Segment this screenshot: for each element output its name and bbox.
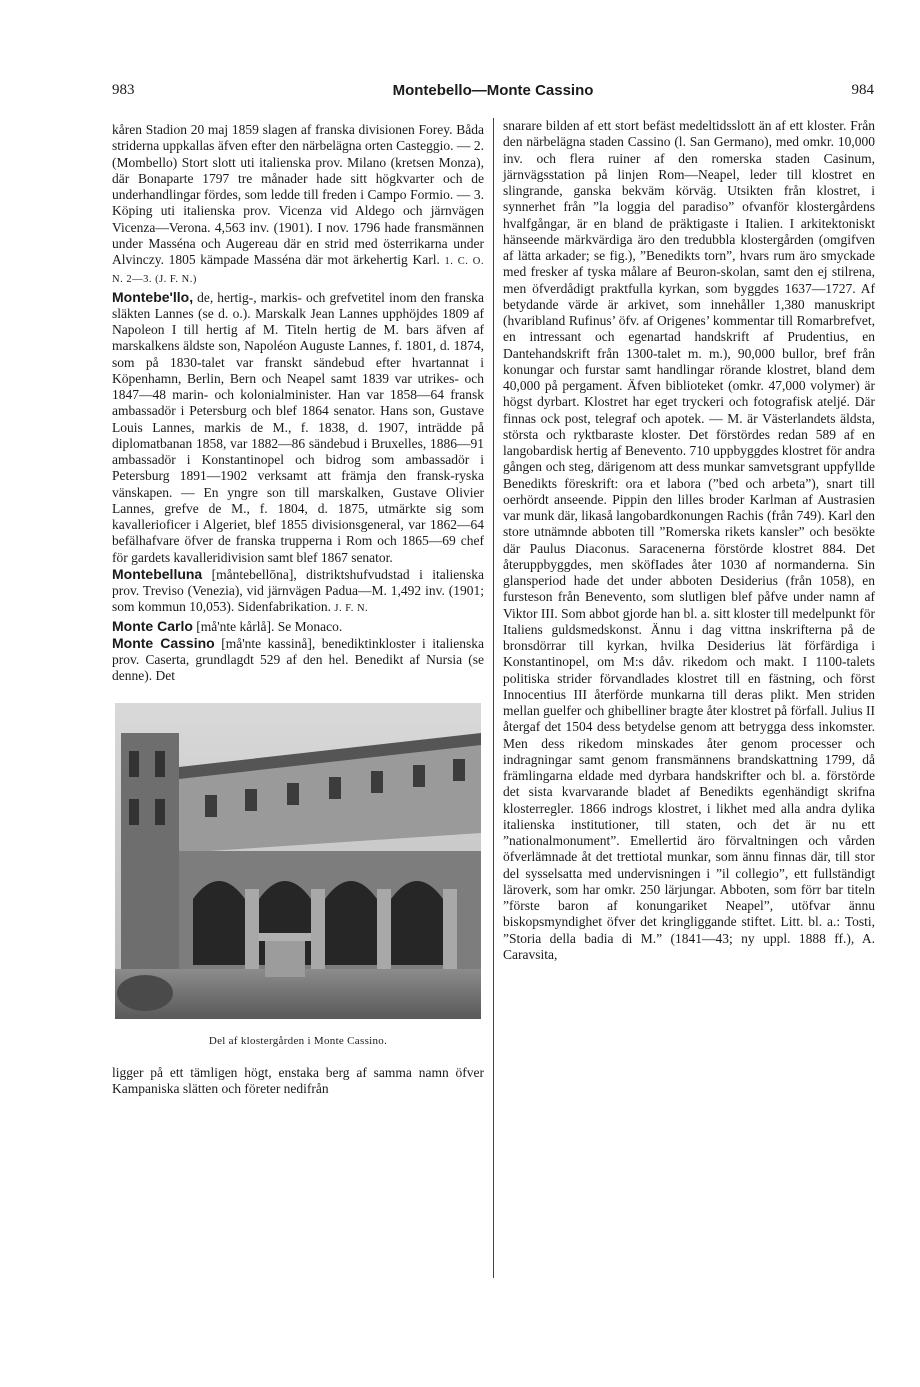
entry-text: ligger på ett tämligen högt, enstaka berg af samma namn öfver Kampaniska slätten och företer nedifrån bbox=[112, 1064, 484, 1096]
column-divider bbox=[493, 118, 494, 1278]
entry-text: de, hertig-, markis- och grefvetitel inom den franska släkten Lannes (se d. o.). Marskalk Jean Lannes upphöjdes 1809 af Napoleon I till hertig af M. Titeln hertig de M. bars äfven af marskalkens äldste son, Napoléon Auguste Lannes, f. 1801, d. 1874, som på 1830-talet var franskt sändebud efter hvartannat i Köpenhamn, Berlin, Bern och Neapel samt 1839 var utrikes- och 1847—48 marin- och kolonialminister. Han var 1858—64 fransk ambassadör i Petersburg och blef 1864 senator. Hans son, Gustave Louis Lannes, markis de M., f. 1838, d. 1907, inträdde på diplomatbanan 1858, var 1882—86 sändebud i Bruxelles, 1886—91 ambassadör i Konstantinopel och bidrog som ambassadör i Petersburg 1891—1902 verksamt att främja den fransk-ryska vänskapen. — En yngre son till marskalken, Gustave Olivier Lannes, grefve de M., f. 1804, d. 1875, utmärkte sig som kavallerioficer i Algeriet, blef 1855 divisionsgeneral, var 1862—64 befälhafvare öfver de franska trupperna i Rom och 1865—69 chef för gardets kavalleridivision samt blef 1867 senator. bbox=[112, 289, 484, 565]
entry-montebello-title bbox=[112, 289, 484, 566]
entry-monte-cassino bbox=[112, 635, 484, 685]
left-column bbox=[112, 122, 484, 1097]
page-number-right: 984 bbox=[851, 82, 874, 98]
entry-montebelluna bbox=[112, 566, 484, 618]
entry-montebello-continued bbox=[112, 122, 484, 289]
cloister-arcade-photo-icon bbox=[115, 703, 481, 1019]
running-header bbox=[112, 82, 874, 104]
right-column bbox=[503, 118, 875, 963]
author-signature: 1. C. O. N. 2—3. (J. F. N.) bbox=[112, 256, 484, 286]
entry-text: [må'nte kårlå]. Se Monaco. bbox=[196, 618, 343, 634]
entry-headword: Montebelluna bbox=[112, 565, 203, 582]
figure-caption: Del af klostergården i Monte Cassino. bbox=[208, 1034, 388, 1047]
entry-text: [måntebellōna], distriktshufvudstad i italienska prov. Treviso (Venezia), vid järnvägen Padua—M. 1,492 inv. (1901; som kommun 10,053). Sidenfabrikation. bbox=[112, 566, 484, 615]
entry-headword: Monte Carlo bbox=[112, 617, 193, 634]
entry-headword: Montebe'llo, bbox=[112, 288, 194, 305]
page-number-left: 983 bbox=[112, 82, 135, 98]
entry-monte-carlo bbox=[112, 618, 484, 635]
entry-monte-cassino-right: snarare bilden af ett stort befäst medeltidsslott än af ett kloster. Från den närbelägna staden Cassino (l. San Germano), med omkr. 10,000 inv. och flera ruiner af den romerska staden Casinum, järnvägsstation på linjen Rom—Neapel, leder till klostret en slingrande, ganska bekväm körväg. Utsikten från klostret, i synnerhet från ”la loggia del paradiso” ofvanför klostergårdens hvalfgångar, är en bland de präktigaste i Italien. I arkitektoniskt hänseende märkvärdiga äro den tredubbla klostergården (omgifven af lätta arkader; se fig.), ”Benedikts torn”, hvars rum äro smyckade med fresker af tyska målare af Beuron-skolan, samt den ej stilrena, men öfverdådigt praktfulla kyrkan, som byggdes 1637—1727. Af betydande värde är arkivet, som innehåller 1,380 manuskript (hvaribland Rufinus’ öfv. af Origenes’ kommentar till Romarbrefvet, en intressant och egenartad handskrift af Prudentius, en Dantehandskrift från 1300-talet m. m.), 90,000 bullor, bref från konungar och furstar samt handlingar rörande klostret, bland dem 40,000 på pergament. Äfven biblioteket (omkr. 47,000 volymer) är högst dyrbart. Klostret har eget tryckeri och fotografisk ateljé. Där finnas ock post, telegraf och apotek. — M. är Västerlandets äldsta, största och ryktbaraste kloster. Det förstördes redan 589 af en langobardisk hertig af Benevento. 710 uppbyggdes klostret för andra gången och steg, därigenom att dess munkar samvetsgrant uppfyllde Benedikts föreskrift: ora et labora (”bed och arbeta”), snart till oerhördt anseende. Pippin den lilles broder Karlman af Austrasien var munk där, likaså langobardkonungen Rachis (från 749). Karl den store utnämnde abboten till ”Romerska rikets kansler” och besökte där Paulus Diaconus. Saracenerna förstörde klostret 884. Det återuppbyggdes, men sköfIades åter 1030 af normanderna. Sin glansperiod hade det under abboten Desiderius (från 1058), en fursteson från Benevento, som slutligen blef påfve under namn af Viktor III. Som abbot gjorde han bl. a. sitt kloster till medelpunkt för Italiens guldsmedskonst. Ännu i dag vittna inskrifterna på de bronsdörrar till kyrkan, hvilka Desiderius lät förfärdiga i Konstantinopel, om M:s dåv. rikedom och makt. I 1100-talets politiska strider förvandlades klostret till en fästning, och först Innocentius III återförde munkarna till deras plikt. Men striden mellan guelfer och ghibelliner bragte åter klostret på förfall. Julius II återgaf det 1504 dess betydelse genom att betrygga dess inkomster. Men dess rikedom minskades åter genom processer och indragningar samt genom fransmännens brandskattning 1799, då främlingarna eldade med dyrbara handskrifter och bl. a. förstörde det sista kvarvarande bladet af Benedikts egenhändigt skrifna klosterregler. 1866 indrogs klostret, i likhet med alla andra dylika italienska institutioner, till staten, och det är nu ett ”nationalmonument”. Emellertid äro förvaltningen och vården öfverlämnade åt det trettiotal munkar, som ännu finnas där, till stor del sysselsatta med undervisningen i ”il collegio”, ett fullständigt läroverk, som har omkr. 250 lärjungar. Abboten, som förr bar titeln ”förste baron af konungariket Neapel”, utöfvar ännu biskopsmyndighet öfver det kringliggande stiftet. Litt. bl. a.: Tosti, ”Storia della badia di M.” (1841—43; ny uppl. 1888 ff.), A. Caravsita, bbox=[503, 118, 875, 962]
entry-headword: Monte Cassino bbox=[112, 634, 215, 651]
photo-illustration bbox=[115, 703, 481, 1019]
entry-monte-cassino-cont bbox=[112, 1065, 484, 1098]
entry-text: kåren Stadion 20 maj 1859 slagen af franska divisionen Forey. Båda striderna uppkallas äfven efter den närbelägna orten Casteggio. — 2. (Mombello) Stort slott uti italienska prov. Milano (kretsen Monza), där Bonaparte 1797 tre månader hade sitt högkvarter och de underhandlingar fördes, som ledde till freden i Campo Formio. — 3. Köping uti italienska prov. Vicenza vid Aldego och järnvägen Vicenza—Verona. 4,563 inv. (1901). I nov. 1796 hade fransmännen under Masséna och Augereau där en strid med österrikarna under Alvinczy. 1805 kämpade Masséna där mot ärkehertig Karl. bbox=[112, 122, 484, 267]
author-signature: J. F. N. bbox=[334, 603, 369, 615]
running-title: Montebello—Monte Cassino bbox=[392, 82, 594, 99]
entry-text: [må'nte kassinå], benediktinkloster i italienska prov. Caserta, grundlagdt 529 af den hel. Benedikt af Nursia (se denne). Det bbox=[112, 635, 484, 684]
